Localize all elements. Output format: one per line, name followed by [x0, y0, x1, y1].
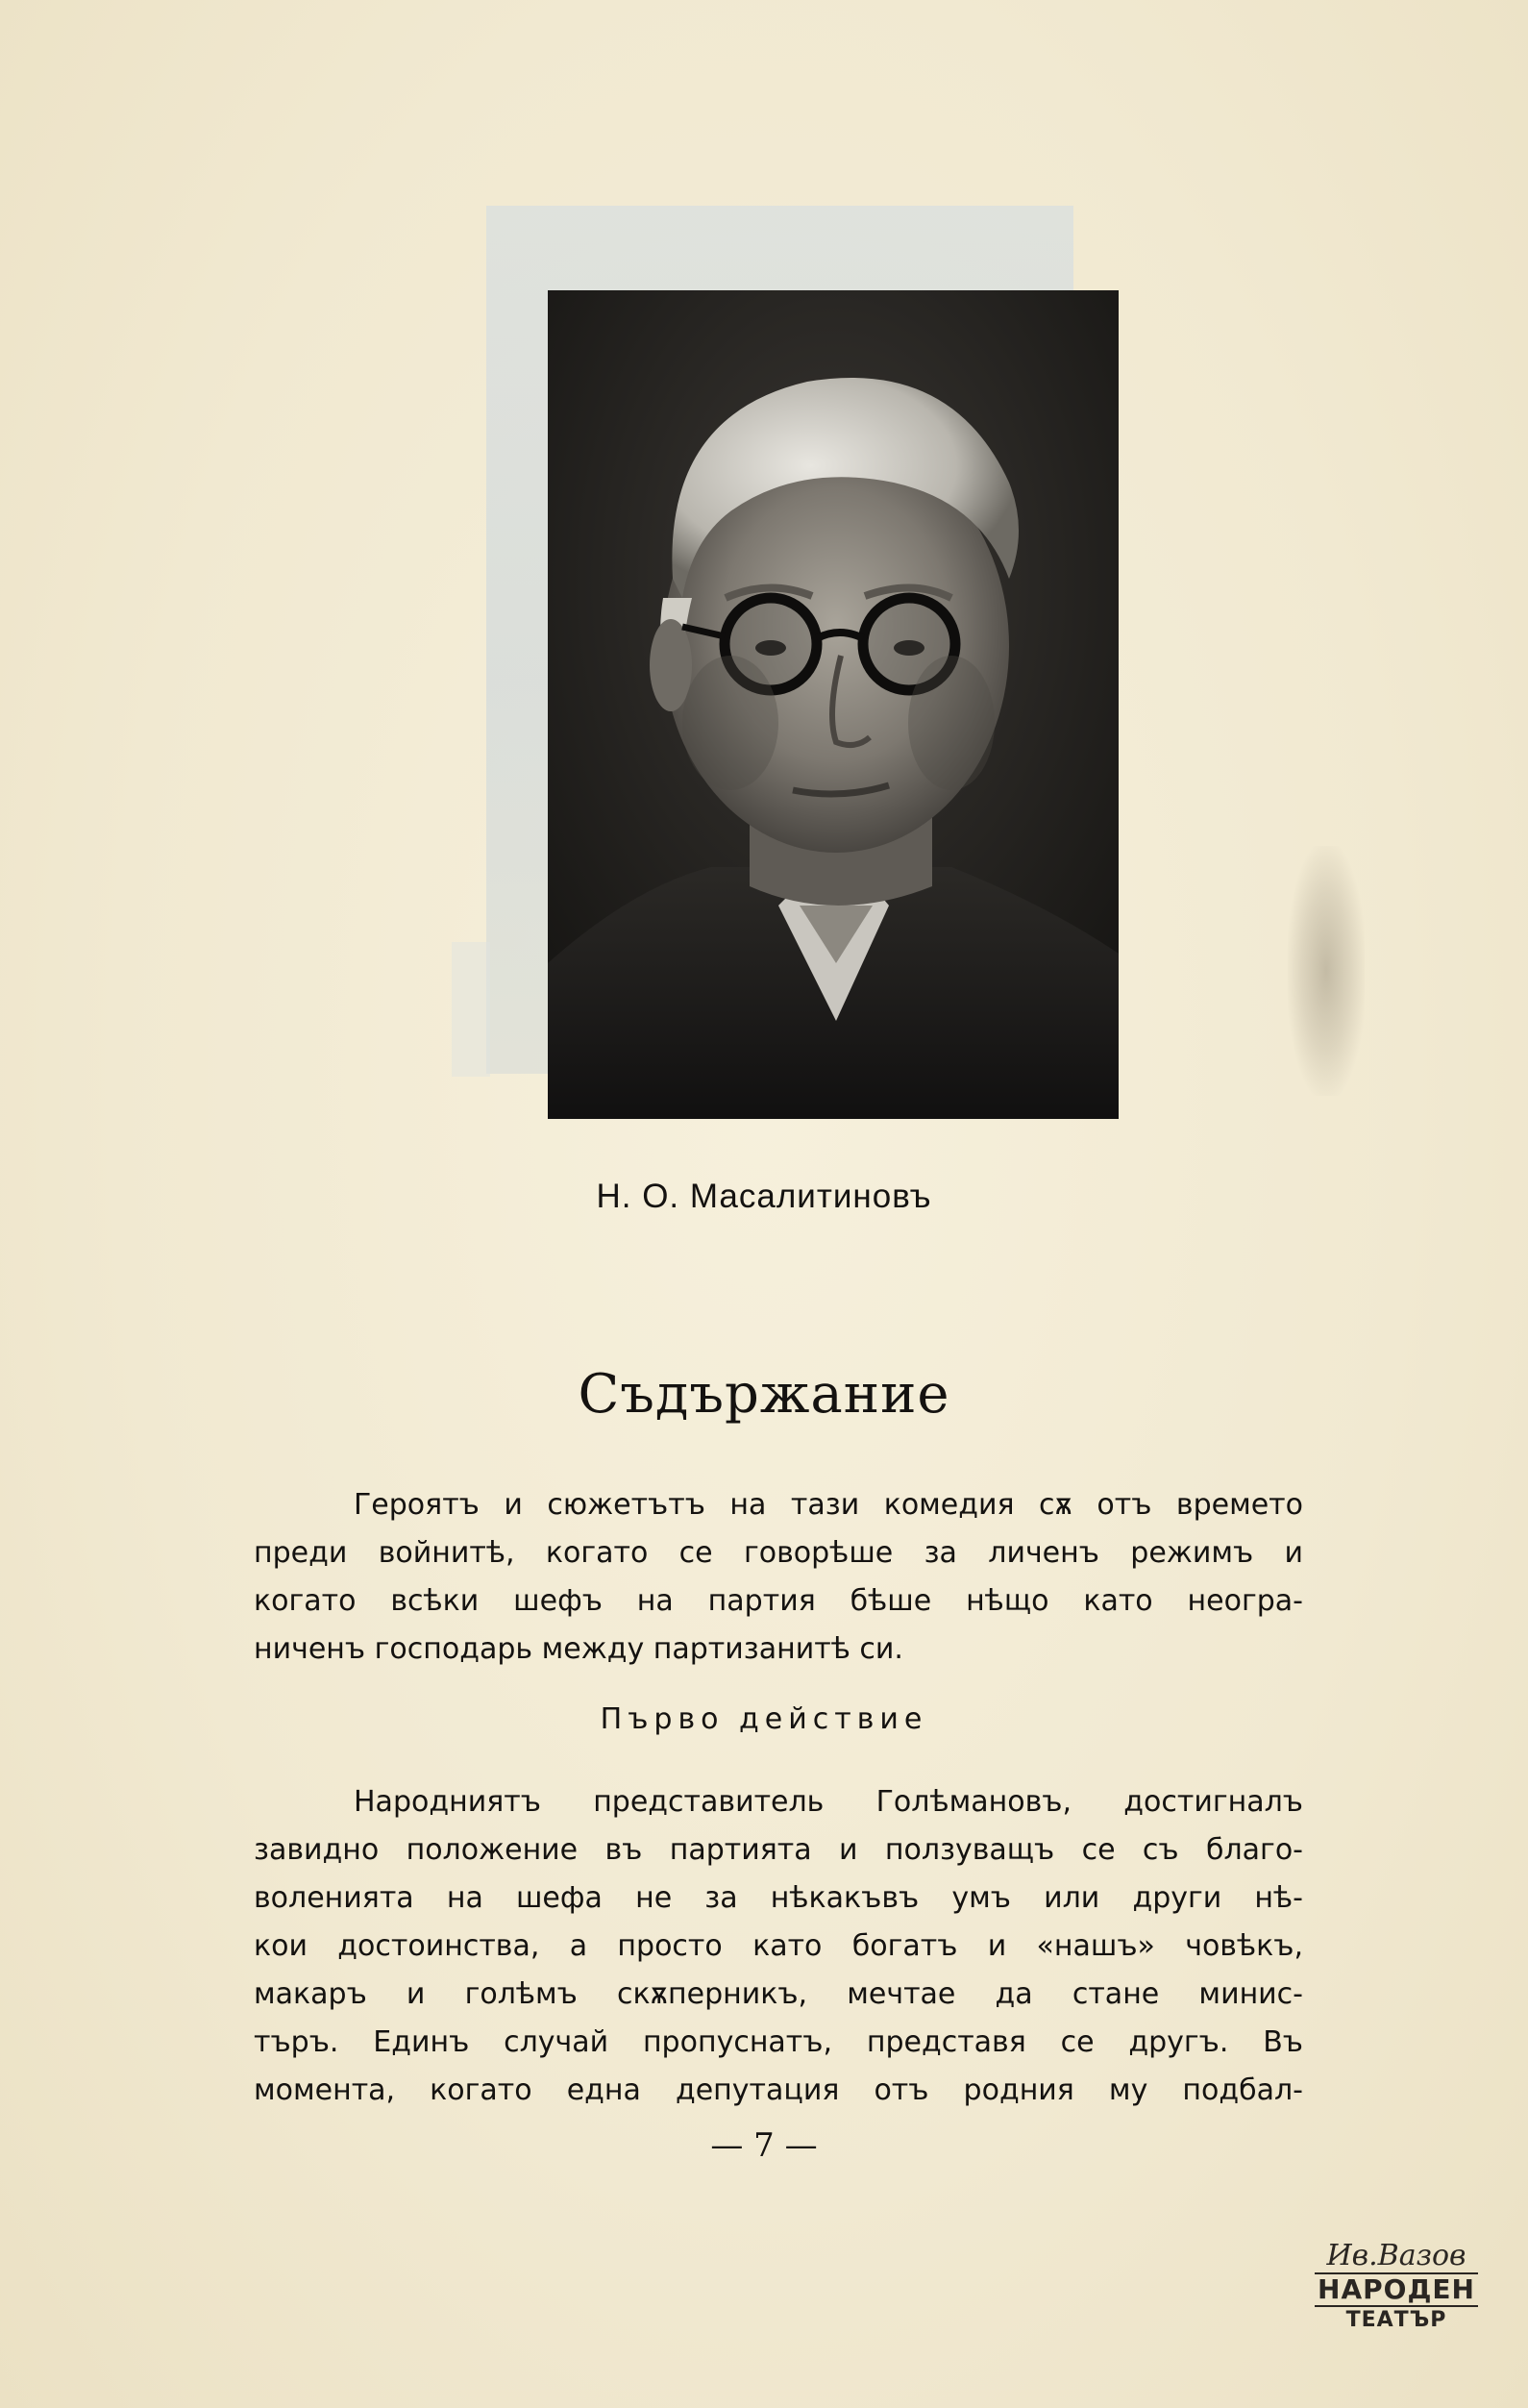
act-line: кои достоинства, а просто като богатъ и «нашъ» човѣкъ, — [254, 1929, 1303, 1963]
act-line: момента, когато една депутация отъ родния му подбал- — [254, 2073, 1303, 2107]
intro-line: ниченъ господарь между партизанитѣ си. — [254, 1632, 903, 1666]
act-heading: Първо действие — [600, 1702, 928, 1736]
portrait-caption: Н. О. Масалитиновъ — [596, 1178, 932, 1215]
photo-backing-edge — [452, 942, 490, 1077]
intro-line: преди войнитѣ, когато се говорѣше за личенъ режимъ и — [254, 1536, 1303, 1570]
act-line: завидно положение въ партията и ползуващъ се съ благо- — [254, 1833, 1303, 1867]
intro-line: когато всѣки шефъ на партия бѣше нѣщо като неогра- — [254, 1584, 1303, 1618]
logo-line-1: НАРОДЕН — [1315, 2272, 1478, 2307]
act-line: макаръ и голѣмъ скѫперникъ, мечтае да стане минис- — [254, 1977, 1303, 2011]
page-number: — 7 — — [710, 2126, 818, 2165]
act-paragraph — [254, 1778, 1303, 2115]
paper-stain — [1288, 846, 1365, 1096]
act-line: търъ. Единъ случай пропуснатъ, представя се другъ. Въ — [254, 2025, 1303, 2059]
theatre-logo — [1315, 2240, 1478, 2365]
page-title: Съдържание — [578, 1363, 950, 1426]
intro-paragraph — [254, 1481, 1303, 1674]
act-line: Народниятъ представитель Голѣмановъ, достигналъ — [354, 1785, 1303, 1819]
logo-line-2: ТЕАТЪР — [1345, 2308, 1447, 2332]
logo-script: Ив.Вазов — [1326, 2239, 1466, 2272]
portrait-photo — [548, 290, 1119, 1119]
intro-line: Героятъ и сюжетътъ на тази комедия сѫ отъ времето — [354, 1488, 1303, 1522]
act-line: воленията на шефа не за нѣкакъвъ умъ или други нѣ- — [254, 1881, 1303, 1915]
